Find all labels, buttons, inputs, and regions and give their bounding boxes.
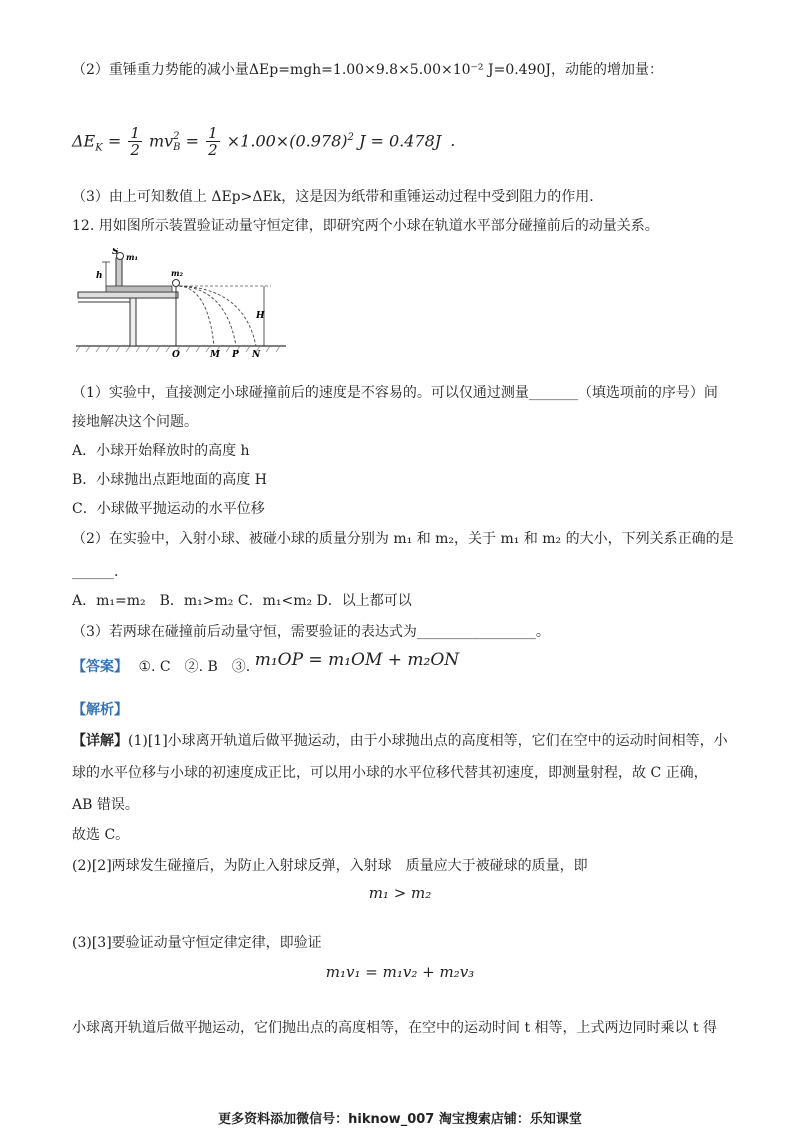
answer-text: ①. C ②. B ③.	[138, 659, 251, 675]
q1-line-1: （1）实验中，直接测定小球碰撞前后的速度是不容易的。可以仅通过测量_______（填选项前的序号）间	[72, 385, 718, 401]
detail-line-7: 小球离开轨道后做平抛运动，它们抛出点的高度相等，在空中的运动时间 t 相等，上式两边同时乘以 t 得	[72, 1020, 718, 1036]
detail-text-1: (1)[1]小球离开轨道后做平抛运动，由于小球抛出点的高度相等，它们在空中的运动时间相等，小	[128, 733, 728, 749]
formula-mid-sup: 2	[347, 132, 354, 143]
experiment-diagram	[76, 248, 286, 358]
conclusion-line: （3）由上可知数值上 ΔEp>ΔEk，这是因为纸带和重锤运动过程中受到阻力的作用.	[72, 189, 594, 205]
option-a: A．小球开始释放时的高度 h	[72, 443, 250, 459]
trajectory-N	[179, 286, 256, 346]
formula-eq1: =	[107, 131, 122, 151]
table-leg	[130, 298, 136, 346]
detail-line-6: (3)[3]要验证动量守恒定律定律，即验证	[72, 935, 322, 951]
label-H: H	[256, 311, 265, 321]
answer-formula: m₁OP = m₁OM + m₂ON	[254, 650, 460, 670]
q3-line: （3）若两球在碰撞前后动量守恒，需要验证的表达式为_________________。	[72, 624, 550, 640]
detail-line-3: AB 错误。	[72, 797, 139, 813]
label-M: M	[210, 350, 220, 358]
label-O: O	[172, 350, 180, 358]
label-N: N	[252, 350, 261, 358]
formula-eq2: =	[185, 131, 200, 151]
table-top	[78, 292, 178, 298]
analysis-label: 【解析】	[72, 702, 128, 718]
formula-mv: mv	[148, 131, 174, 151]
energy-loss-line: （2）重锤重力势能的减小量ΔEp=mgh=1.00×9.8×5.00×10⁻² J=0.490J，动能的增加量：	[72, 62, 664, 78]
formula-rhs: J = 0.478J	[353, 131, 442, 151]
formula-mid: ×1.00×(0.978)	[226, 131, 348, 151]
detail-line-2: 球的水平位移与小球的初速度成正比，可以用小球的水平位移代替其初速度，即测量射程，故 C 正确，	[72, 765, 708, 781]
footer-note: 更多资料添加微信号：hiknow_007 淘宝搜索店铺：乐知课堂	[218, 1112, 582, 1127]
formula-lhs-sub: K	[95, 142, 103, 154]
formula-momentum: m₁v₁ = m₁v₂ + m₂v₃	[325, 963, 475, 981]
q2-options: A．m₁=m₂ B．m₁>m₂ C．m₁<m₂ D．以上都可以	[72, 593, 412, 609]
horizontal-track	[106, 286, 172, 292]
formula-dot: .	[450, 131, 456, 151]
detail-label: 【详解】	[72, 733, 128, 749]
ball-m2	[173, 280, 180, 287]
trajectory-P	[179, 286, 236, 346]
question-12-title: 12. 用如图所示装置验证动量守恒定律，即研究两个小球在轨道水平部分碰撞前后的动量关系。	[72, 218, 659, 234]
answer-label: 【答案】	[72, 659, 128, 675]
q1-line-2: 接地解决这个问题。	[72, 414, 198, 430]
label-P: P	[232, 350, 239, 358]
half-fraction-2: $\frac{1}{2}$	[208, 124, 218, 160]
q2-line-1: （2）在实验中，入射小球、被碰小球的质量分别为 m₁ 和 m₂，关于 m₁ 和 m₂ 的大小，下列关系正确的是	[72, 531, 734, 547]
label-h: h	[96, 271, 103, 281]
label-m1: m₁	[126, 252, 138, 262]
q2-line-2: ______.	[72, 564, 119, 580]
option-b: B．小球抛出点距地面的高度 H	[72, 472, 267, 488]
option-c: C．小球做平抛运动的水平位移	[72, 501, 265, 517]
label-m2: m₂	[171, 268, 183, 278]
formula-m1-gt-m2: m₁ > m₂	[368, 884, 432, 902]
formula-lhs: ΔE	[72, 131, 96, 151]
detail-line-4: 故选 C。	[72, 827, 130, 843]
label-s: S	[112, 248, 119, 257]
kinetic-energy-formula: $\Delta E_K$ = $\frac{1}{2}$ mv 2 B = $\frac{1}{2}$ $\times 1.00\times(0.978)^2$ J = 0.478J .	[72, 124, 456, 160]
detail-line-1	[72, 731, 728, 751]
answer-row	[72, 650, 460, 677]
detail-line-5: (2)[2]两球发生碰撞后，为防止入射球反弹，入射球 质量应大于被碰球的质量，即	[72, 858, 588, 874]
half-fraction-1: $\frac{1}{2}$	[130, 124, 140, 160]
